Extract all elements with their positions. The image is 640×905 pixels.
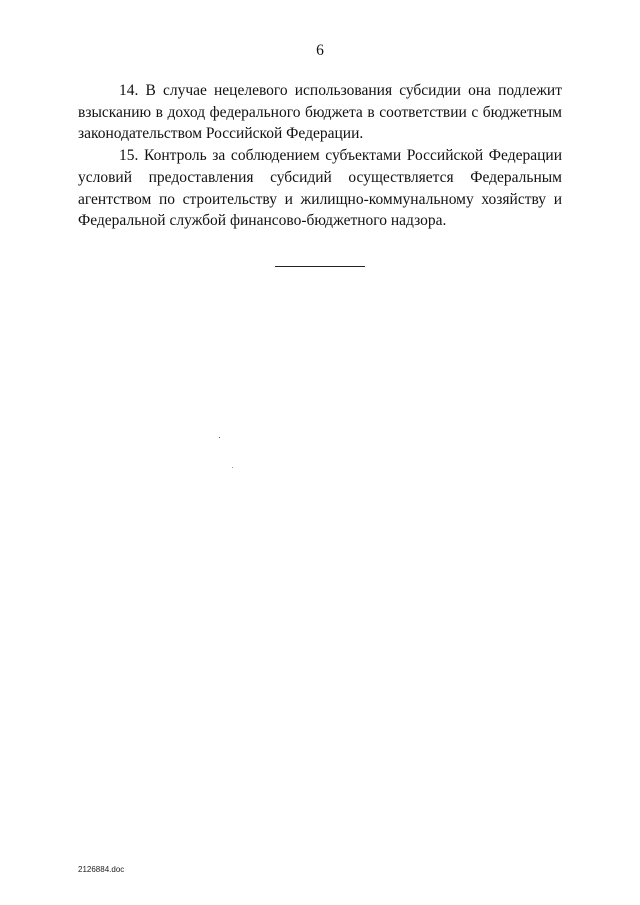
scan-speck — [219, 437, 220, 438]
scan-speck — [232, 467, 233, 468]
paragraph-15: 15. Контроль за соблюдением субъектами Российской Федерации условий предоставления субсидий осуществляется Федеральным агентством по строительству и жилищно-коммунальному хозяйству и Федеральной службой финансово-бюджетного надзора. — [78, 147, 562, 230]
end-of-text-separator — [275, 266, 365, 267]
paragraph-14: 14. В случае нецелевого использования субсидии она подлежит взысканию в доход федерального бюджета в соответствии с бюджетным законодательством Российской Федерации. — [78, 82, 562, 143]
document-body — [78, 80, 562, 232]
page-number: 6 — [316, 42, 324, 59]
footer-file-code: 2126884.doc — [78, 865, 125, 874]
